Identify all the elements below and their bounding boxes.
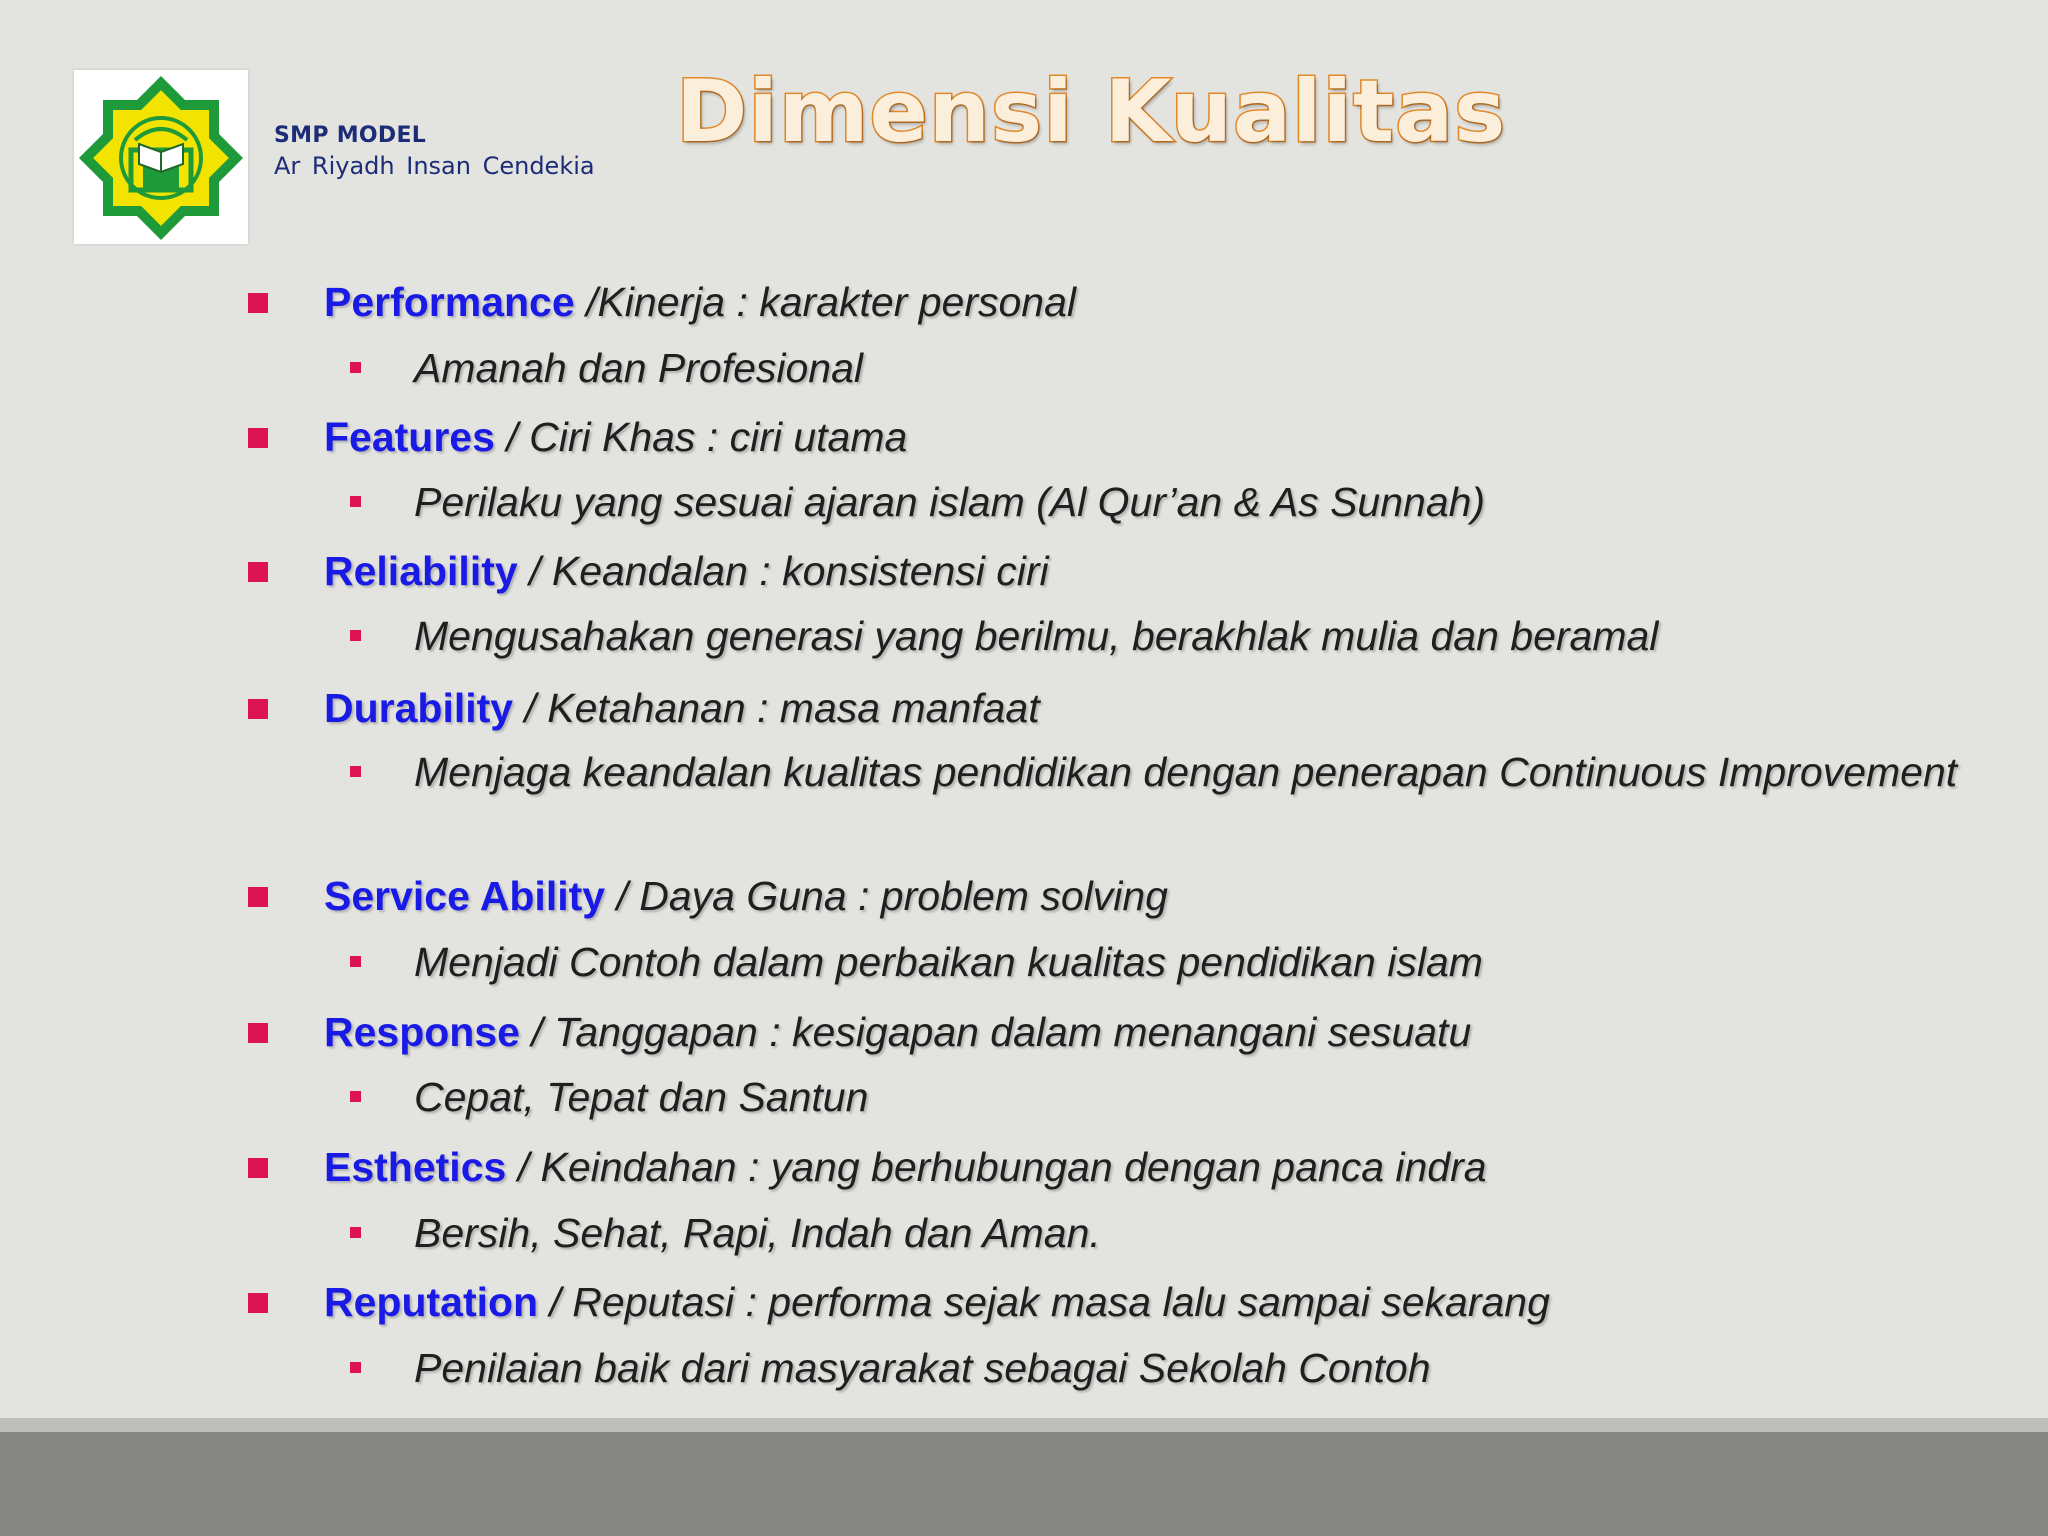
sub-bullet-icon	[350, 766, 361, 777]
dimension-description: / Ciri Khas : ciri utama	[494, 414, 908, 460]
bullet-icon	[248, 562, 268, 582]
bullet-icon	[248, 1293, 268, 1313]
dimension-example: Bersih, Sehat, Rapi, Indah dan Aman.	[414, 1210, 1101, 1256]
school-name-line1: SMP MODEL	[274, 123, 427, 148]
bullet-icon	[248, 293, 268, 313]
footer-band	[0, 1418, 2048, 1432]
dimension-description: / Tanggapan : kesigapan dalam menangani sesuatu	[519, 1009, 1472, 1055]
bullet-icon	[248, 699, 268, 719]
dimension-term: Esthetics	[324, 1144, 507, 1190]
dimension-description: / Daya Guna : problem solving	[605, 873, 1168, 919]
dimension-example: Perilaku yang sesuai ajaran islam (Al Qur’an & As Sunnah)	[414, 479, 1486, 525]
dimension-term: Features	[324, 414, 495, 460]
sub-bullet-icon	[350, 496, 361, 507]
dimension-term: Reputation	[324, 1279, 539, 1325]
dimension-description: / Ketahanan : masa manfaat	[513, 685, 1040, 731]
dimension-term: Response	[324, 1009, 520, 1055]
dimension-example: Mengusahakan generasi yang berilmu, berakhlak mulia dan beramal	[414, 613, 1659, 659]
sub-bullet-icon	[350, 630, 361, 641]
sub-bullet-icon	[350, 1091, 361, 1102]
dimension-description: /Kinerja : karakter personal	[574, 279, 1077, 325]
bullet-icon	[248, 428, 268, 448]
bullet-icon	[248, 887, 268, 907]
dimension-example: Amanah dan Profesional	[414, 345, 864, 391]
dimension-example: Menjaga keandalan kualitas pendidikan dengan penerapan Continuous Improvement	[414, 749, 1958, 795]
dimension-example: Menjadi Contoh dalam perbaikan kualitas pendidikan islam	[414, 939, 1483, 985]
sub-bullet-icon	[350, 956, 361, 967]
dimension-example: Cepat, Tepat dan Santun	[414, 1074, 869, 1120]
slide-title: Dimensi Kualitas	[676, 62, 1507, 162]
bullet-icon	[248, 1023, 268, 1043]
sub-bullet-icon	[350, 1362, 361, 1373]
dimension-description: / Keandalan : konsistensi ciri	[517, 548, 1049, 594]
footer-bar	[0, 1432, 2048, 1536]
dimension-description: / Keindahan : yang berhubungan dengan panca indra	[506, 1144, 1487, 1190]
school-name-line2: Ar Riyadh Insan Cendekia	[274, 152, 595, 180]
sub-bullet-icon	[350, 362, 361, 373]
dimension-term: Performance	[324, 279, 575, 325]
dimension-example: Penilaian baik dari masyarakat sebagai Sekolah Contoh	[414, 1345, 1431, 1391]
bullet-icon	[248, 1158, 268, 1178]
dimension-term: Durability	[324, 685, 514, 731]
dimension-description: / Reputasi : performa sejak masa lalu sampai sekarang	[538, 1279, 1550, 1325]
dimension-term: Service Ability	[324, 873, 606, 919]
sub-bullet-icon	[350, 1227, 361, 1238]
dimension-term: Reliability	[324, 548, 518, 594]
